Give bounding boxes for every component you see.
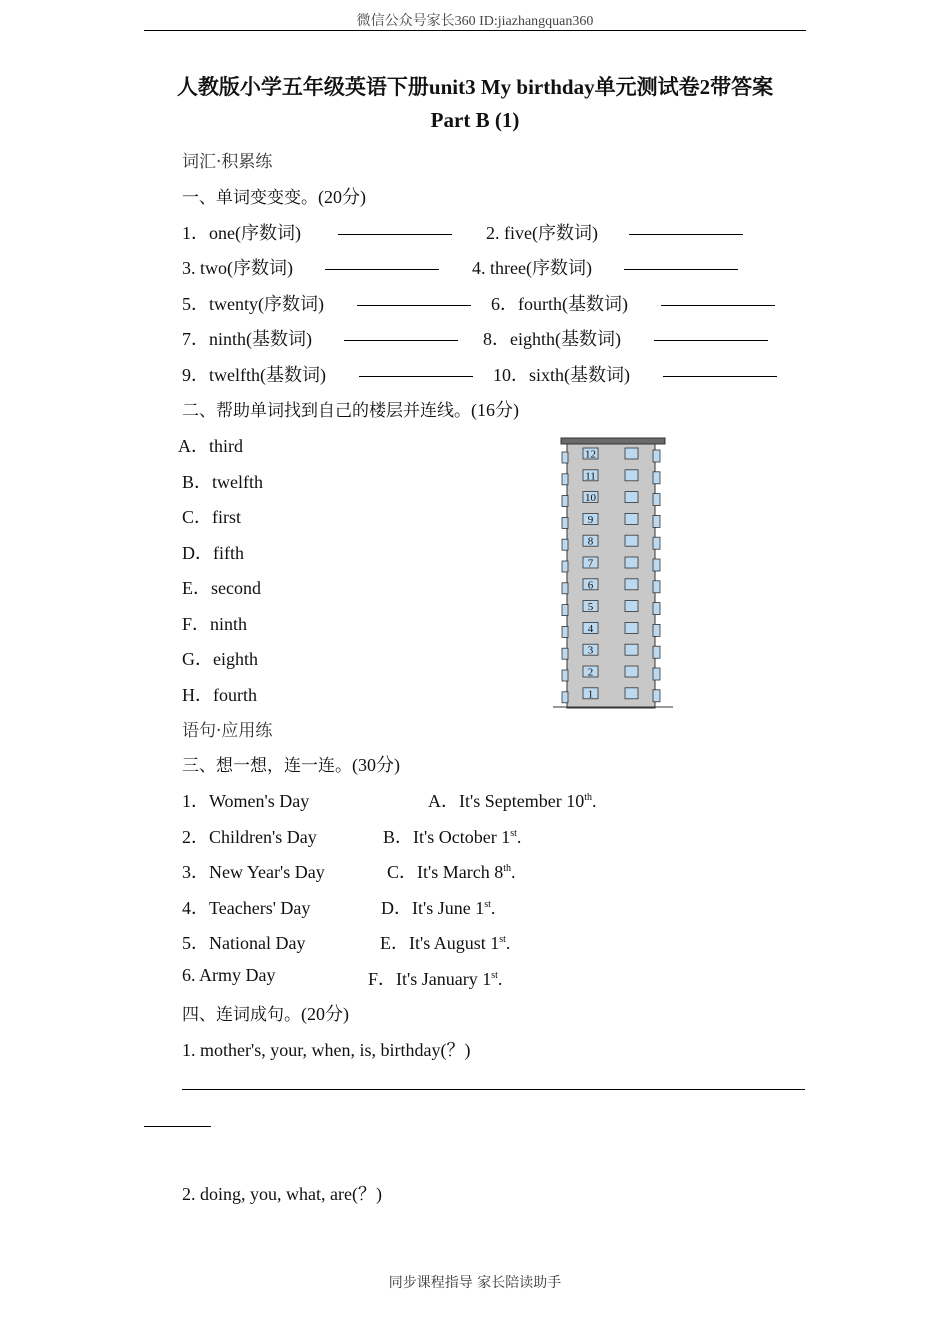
balcony-right	[653, 581, 660, 593]
s3-right-f[interactable]: F．It's January 1st.	[368, 969, 503, 989]
floor-number-label: 12	[585, 448, 596, 461]
page-header: 微信公众号家长360 ID:jiazhangquan360	[356, 14, 594, 29]
s1-q5-blank[interactable]	[357, 290, 471, 311]
s3-left-6[interactable]: 6. Army Day	[182, 965, 276, 985]
floor-window	[625, 644, 638, 655]
s2-item-e[interactable]: E．second	[182, 578, 261, 598]
floor-window	[625, 579, 638, 590]
section4-title: 四、连词成句。	[182, 1005, 301, 1025]
balcony-left	[562, 496, 568, 507]
section1-heading	[182, 183, 366, 209]
balcony-left	[562, 474, 568, 485]
s1-q8: 8．eighth(基数词)	[483, 329, 621, 349]
floor-window	[625, 622, 638, 633]
s2-item-b[interactable]: B．twelfth	[182, 472, 263, 492]
document-subtitle: Part B (1)	[430, 108, 520, 132]
s3-right-d[interactable]: D．It's June 1st.	[381, 898, 496, 918]
s3-right-c[interactable]: C．It's March 8th.	[387, 862, 516, 882]
section1-title: 一、单词变变变。	[182, 188, 318, 208]
s2-item-f[interactable]: F．ninth	[182, 614, 248, 634]
floor-window	[625, 513, 638, 524]
s1-q3: 3. two(序数词)	[182, 258, 293, 278]
floor-window	[625, 535, 638, 546]
building-roof	[561, 438, 665, 444]
s1-q7-blank[interactable]	[344, 325, 458, 346]
floor-number-label: 3	[587, 644, 594, 657]
s1-q5: 5．twenty(序数词)	[182, 294, 324, 314]
floor-window	[625, 688, 638, 699]
balcony-left	[562, 583, 568, 594]
floor-number-label: 4	[587, 622, 594, 635]
floor-number-label: 8	[587, 535, 594, 548]
s3-left-4[interactable]: 4．Teachers' Day	[182, 898, 311, 918]
s1-q2-blank[interactable]	[629, 219, 743, 240]
floor-window	[625, 557, 638, 568]
s1-q8-blank[interactable]	[654, 325, 768, 346]
floor-number-label: 11	[585, 470, 596, 483]
document-title: 人教版小学五年级英语下册unit3 My birthday单元测试卷2带答案	[176, 75, 774, 99]
balcony-right	[653, 690, 660, 702]
s3-left-2[interactable]: 2．Children's Day	[182, 827, 317, 847]
balcony-left	[562, 561, 568, 572]
s2-item-c[interactable]: C．first	[182, 507, 242, 527]
section3-heading	[182, 751, 400, 777]
section3-title: 三、想一想，连一连。	[182, 756, 352, 776]
s4-question-2: 2. doing, you, what, are(？)	[182, 1184, 382, 1204]
s1-q2: 2. five(序数词)	[486, 223, 598, 243]
floor-number-label: 6	[587, 579, 594, 592]
section4-score: (20分)	[301, 1004, 349, 1024]
floor-number-label: 9	[587, 513, 594, 526]
s3-right-e[interactable]: E．It's August 1st.	[380, 933, 511, 953]
balcony-left	[562, 605, 568, 616]
s1-q10-blank[interactable]	[663, 361, 777, 382]
floor-number-label: 10	[585, 492, 596, 505]
balcony-left	[562, 692, 568, 703]
floor-number-label: 2	[587, 666, 594, 679]
s2-item-g[interactable]: G．eighth	[182, 649, 258, 669]
s3-left-1[interactable]: 1．Women's Day	[182, 791, 310, 811]
s1-q4: 4. three(序数词)	[472, 258, 592, 278]
floor-window	[625, 666, 638, 677]
section2-heading	[182, 396, 519, 422]
s1-q6: 6．fourth(基数词)	[491, 294, 628, 314]
s1-q10: 10．sixth(基数词)	[493, 365, 630, 385]
s1-q7: 7．ninth(基数词)	[182, 329, 312, 349]
building-illustration	[553, 436, 673, 710]
s3-left-3[interactable]: 3．New Year's Day	[182, 862, 325, 882]
balcony-right	[653, 603, 660, 615]
category-vocabulary: 词汇·积累练	[182, 152, 273, 172]
s1-q1-blank[interactable]	[338, 219, 452, 240]
s4-answer-line-1[interactable]	[182, 1089, 805, 1090]
balcony-right	[653, 515, 660, 527]
s1-q3-blank[interactable]	[325, 254, 439, 275]
balcony-right	[653, 559, 660, 571]
floor-window	[625, 492, 638, 503]
balcony-right	[653, 494, 660, 506]
balcony-right	[653, 472, 660, 484]
s1-q4-blank[interactable]	[624, 254, 738, 275]
section2-title: 二、帮助单词找到自己的楼层并连线。	[182, 401, 471, 421]
section2-score: (16分)	[471, 400, 519, 420]
page-footer: 同步课程指导 家长陪读助手	[388, 1275, 562, 1291]
balcony-right	[653, 537, 660, 549]
balcony-left	[562, 517, 568, 528]
section4-heading	[182, 1000, 349, 1026]
category-sentences: 语句·应用练	[182, 721, 273, 741]
floor-window	[625, 470, 638, 481]
s1-q6-blank[interactable]	[661, 290, 775, 311]
section3-score: (30分)	[352, 755, 400, 775]
header-rule	[144, 30, 806, 31]
s4-question-1: 1. mother's, your, when, is, birthday(？)	[182, 1040, 471, 1060]
floor-window	[625, 601, 638, 612]
s1-q9-blank[interactable]	[359, 361, 473, 382]
s2-item-a[interactable]: A．third	[178, 436, 243, 456]
floor-number-label: 7	[587, 557, 594, 570]
balcony-left	[562, 539, 568, 550]
floor-number-label: 5	[587, 601, 594, 614]
s3-left-5[interactable]: 5．National Day	[182, 933, 306, 953]
floor-window	[625, 448, 638, 459]
balcony-right	[653, 624, 660, 636]
balcony-left	[562, 452, 568, 463]
balcony-left	[562, 670, 568, 681]
s1-q9: 9．twelfth(基数词)	[182, 365, 326, 385]
floor-number-label: 1	[587, 688, 594, 701]
section1-score: (20分)	[318, 187, 366, 207]
s4-answer-line-1-continued[interactable]	[144, 1126, 211, 1127]
balcony-left	[562, 626, 568, 637]
balcony-right	[653, 450, 660, 462]
balcony-right	[653, 646, 660, 658]
s3-right-a[interactable]: A．It's September 10th.	[428, 791, 597, 811]
balcony-right	[653, 668, 660, 680]
balcony-left	[562, 648, 568, 659]
s2-item-h[interactable]: H．fourth	[182, 685, 257, 705]
s1-q1: 1．one(序数词)	[182, 223, 301, 243]
s2-item-d[interactable]: D．fifth	[182, 543, 244, 563]
s3-right-b[interactable]: B．It's October 1st.	[383, 827, 522, 847]
